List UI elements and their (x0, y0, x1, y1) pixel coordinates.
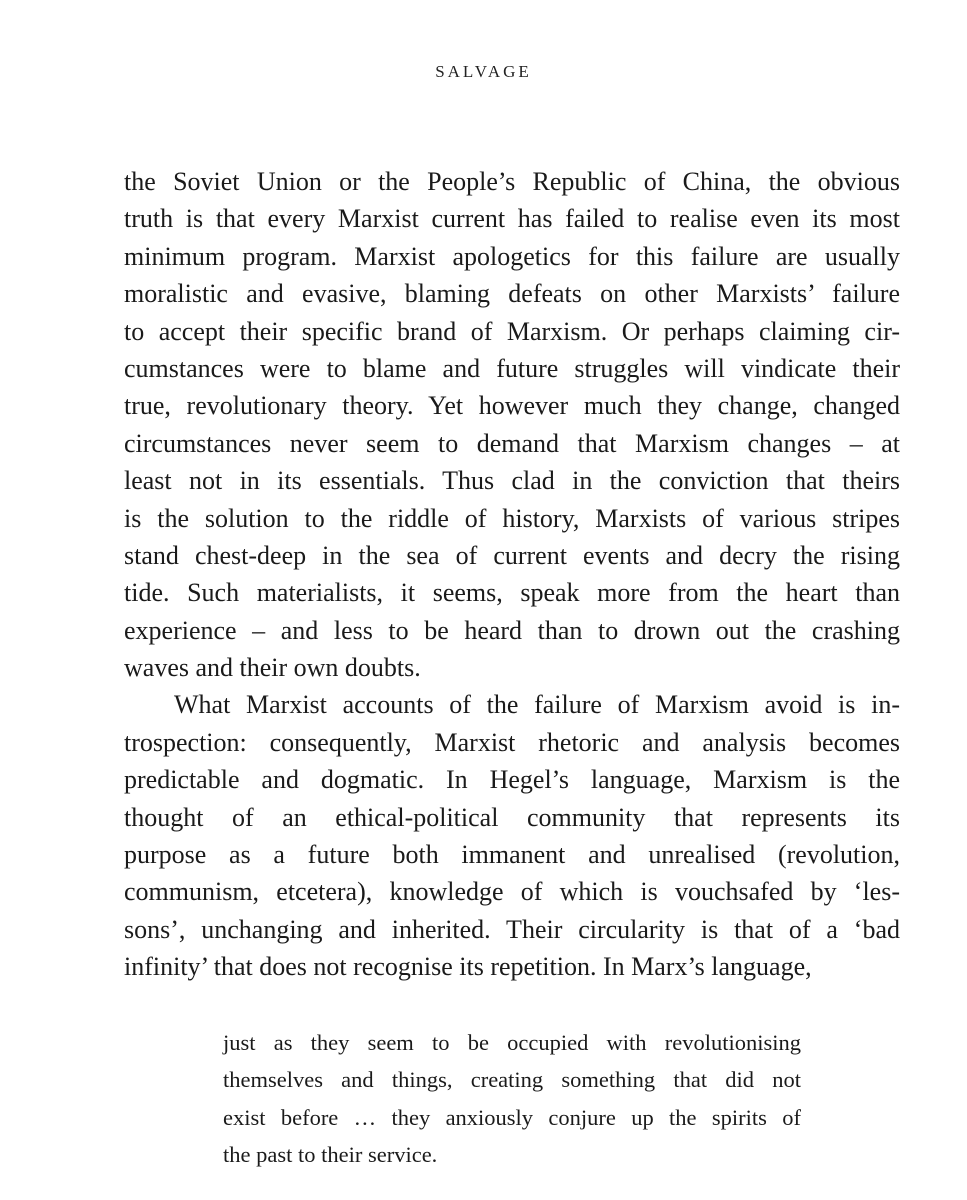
text-line: true, revolutionary theory. Yet however much they change, changed (124, 391, 900, 421)
text-line: What Marxist accounts of the failure of Marxism avoid is in- (174, 690, 900, 720)
quote-line: the past to their service. (223, 1141, 438, 1167)
text-line: infinity’ that does not recognise its repetition. In Marx’s language, (124, 952, 812, 982)
text-line: cumstances were to blame and future struggles will vindicate their (124, 353, 900, 383)
body-text (124, 163, 900, 986)
text-line: purpose as a future both immanent and unrealised (revolution, (124, 840, 900, 870)
text-line: experience – and less to be heard than to drown out the crashing (124, 615, 900, 645)
quote-line: just as they seem to be occupied with revolutionising (223, 1030, 801, 1055)
text-line: to accept their specific brand of Marxism. Or perhaps claiming cir- (124, 316, 900, 346)
quote-line: exist before … they anxiously conjure up the spirits of (223, 1104, 801, 1130)
block-quote (223, 1024, 801, 1173)
text-line: stand chest-deep in the sea of current events and decry the rising (124, 540, 900, 570)
text-line: is the solution to the riddle of history, Marxists of various stripes (124, 503, 900, 533)
text-line: communism, etcetera), knowledge of which is vouchsafed by ‘les- (124, 877, 900, 907)
text-line: least not in its essentials. Thus clad in the conviction that theirs (124, 466, 900, 496)
quote-line: themselves and things, creating something that did not (223, 1067, 801, 1093)
text-line: truth is that every Marxist current has failed to realise even its most (124, 204, 900, 234)
text-line: trospection: consequently, Marxist rhetoric and analysis becomes (124, 727, 900, 757)
text-line: sons’, unchanging and inherited. Their circularity is that of a ‘bad (124, 914, 900, 944)
text-line: the Soviet Union or the People’s Republic of China, the obvious (124, 167, 900, 196)
text-line: predictable and dogmatic. In Hegel’s language, Marxism is the (124, 765, 900, 795)
text-line: thought of an ethical-political community that represents its (124, 802, 900, 832)
text-line: minimum program. Marxist apologetics for this failure are usually (124, 241, 900, 271)
text-line: tide. Such materialists, it seems, speak more from the heart than (124, 578, 900, 608)
text-line: circumstances never seem to demand that Marxism changes – at (124, 428, 900, 458)
text-line: waves and their own doubts. (124, 653, 421, 683)
running-head: SALVAGE (435, 62, 532, 81)
text-line: moralistic and evasive, blaming defeats on other Marxists’ failure (124, 279, 900, 309)
